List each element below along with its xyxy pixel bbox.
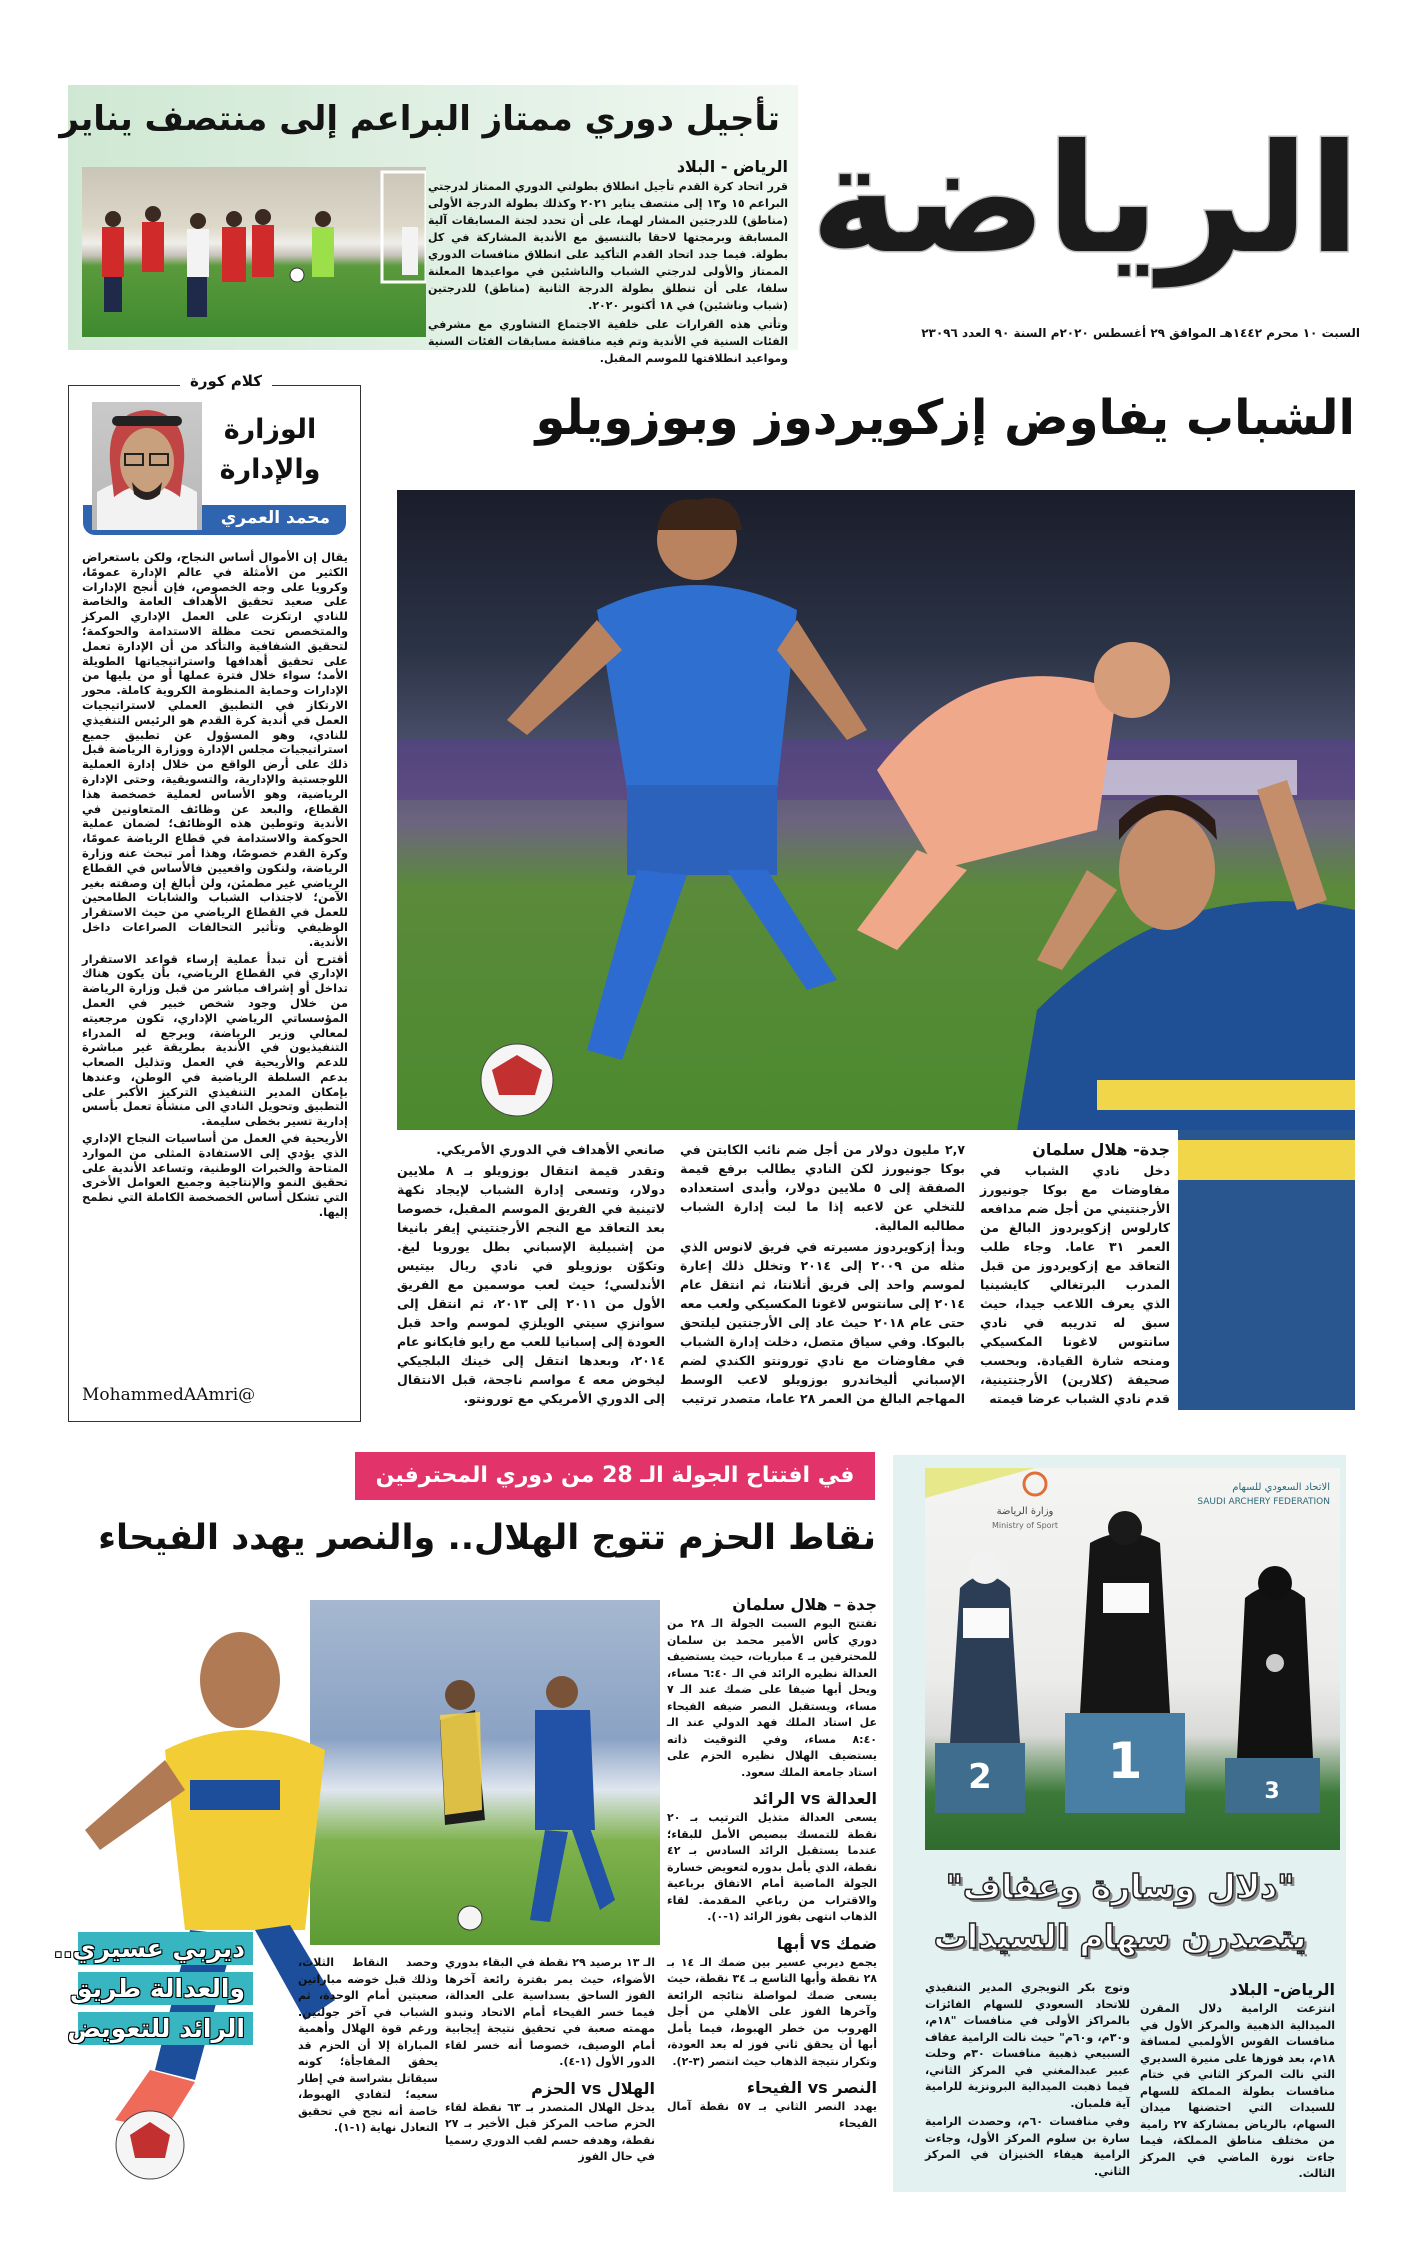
issue-dateline: السبت ١٠ محرم ١٤٤٢هـ الموافق ٢٩ أغسطس ٢٠٢٠م السنة ٩٠ العدد ٢٣٠٩٦ [921,326,1360,340]
paragraph: قرر اتحاد كرة القدم تأجيل انطلاق بطولتي الدوري الممتاز لدرجتي البراعم ١٥ و١٣ إلى منتصف يناير ٢٠٢١ وكذلك بطولة الدرجة الأولى (مناطق) للدرجتين المشار لهما، على أن تحدد لجنة المسابقات آلية المسابقة وبرمجتها لاحقا بالتنسيق مع الأندية المشاركة في كل بطولة. فيما جدد اتحاد القدم التأكيد على انطلاق منافسات الدوري الممتاز والأولى لدرجتي الشباب والناشئين في مواعيدها المعلنة سلفا، على أن تنطلق بطولة الدرجة الثانية (مناطق) للدرجتين (شباب وناشئين) في ١٨ أكتوبر ٢٠٢٠. [428,180,788,312]
headline-line: "دلال وسارة وعفاف" [945,1867,1295,1906]
callout-line: الرائد للتعويض [78,2012,253,2045]
league-match-photo [310,1600,660,1945]
match-heading: ضمك vs أبها [776,1933,877,1953]
podium-number: 3 [1264,1779,1280,1804]
column-body [82,550,348,1222]
paragraph: يجمع ديربي عسير بين ضمك الـ ١٤ بـ ٢٨ نقطة وأبها التاسع بـ ٣٤ نقطة، حيث يسعى ضمك لمواصلة نتائجه الرائعة وآخرها الفوز على الأهلي من أجل الهروب من خطر الهبوط، فيما يأمل أبها أن يحقق ثاني فوز له بعد العودة، وتكرار نتيجة الذهاب حيث انتصر (٣-٢). [667,1955,877,2068]
youth-football-photo [82,167,426,337]
paragraph: يسعى العدالة متذيل الترتيب بـ ٢٠ نقطة للتمسك ببصيص الأمل للبقاء؛ عندما يستقبل الرائد السادس بـ ٤٢ نقطة، الذي يأمل بدوره لتعويض خسارة الجولة الماضية أمام الاتفاق برباعية والاقتراب من رباعي المقدمة. لقاء الذهاب انتهى بفوز الرائد (١-٠). [667,1811,877,1923]
ministry-name-en: Ministry of Sport [991,1521,1059,1530]
ministry-name-ar: وزارة الرياضة [996,1506,1054,1517]
match-heading: النصر vs الفيحاء [746,2078,877,2097]
federation-name-en: SAUDI ARCHERY FEDERATION [1197,1497,1330,1507]
lead-story-column [980,1140,1170,1408]
lead-story-dateline: جدة- هلال سلمان [1032,1140,1170,1159]
lead-story-headline: الشباب يفاوض إزكويردوز وبوزويلو [535,390,1355,446]
match-heading: الهلال vs الحزم [531,2078,655,2098]
podium-illustration [925,1468,1340,1850]
author-photo [92,402,202,530]
paragraph: انتزعت الرامية دلال المقرن الميدالية الذهبية والمركز الأول في منافسات القوس الأولمبي لمسافة ١٨م، بعد فوزها على منيرة السديري التي نالت المركز الثاني في ختام منافسات بطولة المملكة للسهام للسيدات التي احتضنها ميدان السهام، بالرياض بمشاركة ٢٧ رامية من مختلف مناطق المملكة، فيما جاءت نورة الماضي في المركز الثالث. [1140,2002,1335,2180]
players-illustration [82,167,426,337]
federation-name-ar: الاتحاد السعودي للسهام [1232,1482,1330,1493]
archery-podium-photo [925,1468,1340,1850]
ministry-logo-icon [1024,1473,1046,1495]
paragraph: وبدأ إزكويردوز مسيرته في فريق لانوس الذي مثله من ٢٠٠٩ إلى ٢٠١٤ وتخلل ذلك إعارة لموسم واحد إلى فريق أتلانتا، ثم انتقل عام ٢٠١٤ إلى سانتوس لاغونا المكسيكي ولعب معه حتى عام ٢٠١٨ حيث عاد إلى الأرجنتين ليلتحق بالبوكا. وفي سياق متصل، دخلت إدارة الشباب في مفاوضات مع نادي تورونتو الكندي لضم الإسباني أليخاندرو بوزويلو لاعب الوسط المهاجم البالغ من العمر ٢٨ عاما، متصدر ترتيب [680,1239,965,1406]
lead-story-photo [397,490,1355,1130]
lead-story-column [397,1140,665,1410]
archery-story-headline [900,1862,1340,1962]
author-twitter-handle[interactable]: MohammedAAmri@ [82,1385,256,1405]
blue-kit [597,585,797,790]
newspaper-logo: الرياضة [810,113,1360,287]
football-action-illustration [397,490,1355,1130]
callout-line: والعدالة طريق [78,1972,253,2005]
paragraph: الـ ١٣ برصيد ٢٩ نقطة في البقاء بدوري الأضواء، حيث يمر بفترة رائعة آخرها الفوز الساحق بسداسية على العدالة، فيما خسر الفيحاء أمام الاتحاد وتبدو مهمته صعبة في تحقيق نتيجة إيجابية أمام الوصيف، خصوصا أنه خسر لقاء الدور الأول (١-٤). [445,1956,656,2068]
paragraph: دخل نادي الشباب في مفاوضات مع بوكا جونيورز الأرجنتيني من أجل ضم مدافعه كارلوس إزكويردوز البالغ من العمر ٣١ عاما. وجاء طلب التعاقد مع إزكويردوز من قبل المدرب البرتغالي كايشينيا الذي يعرف اللاعب جيدا، حيث سبق له تدريبه في نادي سانتوس لاغونا المكسيكي ومنحه شارة القيادة. وبحسب صحيفة (كلارين) الأرجنتينية، قدم نادي الشباب عرضا قيمته [980,1163,1170,1406]
paragraph: أقترح أن تبدأ عملية إرساء قواعد الاستقرار الإداري في القطاع الرياضي، بأن يكون هناك تداخل أو إشراف مباشر من قبل وزارة الرياضة من خلال وجود شخص خبير في العمل المؤسساتي الرياضي الإداري، تكون مرجعيته لمعالي وزير الرياضة، ويرجع له المدراء التنفيذيون في الأندية بطريقة غير مباشرة للدعم والأريحية في العمل وتذليل الصعاب بدعم السلطة الرياضية في الوطن، وعندها بإمكان المدير التنفيذي التركيز الأكبر على التطبيق وتحويل النادي الى منشأة تعمل بأسس إدارية تسير بخطى سليمة. [82,951,348,1129]
paragraph: الأريحية في العمل من أساسيات النجاح الإداري الذي يؤدي إلى الاستفادة المثلى من الموارد المتاحة والخبرات الوطنية، وتساعد الأندية على تحقيق النمو والإنتاجية وجميع العوامل الأخرى التي تشكل أساس الخصخصة الكاملة التي نطمح إليها. [82,1131,348,1220]
paragraph: وتقدر قيمة انتقال بوزويلو بـ ٨ ملايين دولار، وتسعى إدارة الشباب لإيجاد نكهة لاتينية في الفريق الموسم المقبل، خصوصا بعد التعاقد مع النجم الأرجنتيني إيفر بانيغا من إشبيلية الإسباني بطل يوروبا ليغ. وتكوّن بوزويلو في نادي ريال بيتيس الأندلسي؛ حيث لعب موسمين مع الفريق الأول من ٢٠١١ إلى ٢٠١٣، ثم انتقل إلى سوانزي سيتي الويلزي لموسم واحد قبل العودة إلى إسبانيا للعب مع رايو فايكانو عام ٢٠١٤، وبعدها انتقل إلى خينك البلجيكي ليخوض معه ٤ مواسم ناجحة، قبل الانتقال إلى الدوري الأمريكي مع تورونتو. [397,1163,665,1406]
league-story-column [667,1595,877,2132]
lead-photo-cutout [1178,1130,1355,1410]
top-story-headline: تأجيل دوري ممتاز البراعم إلى منتصف يناير [59,99,780,139]
archery-story-column [1140,1980,1335,2183]
hilal-players-illustration [310,1600,660,1945]
column-section-label: كلام كورة [180,372,272,390]
league-story-column [445,1955,655,2166]
league-story-kicker: في افتتاح الجولة الـ 28 من دوري المحترفين [355,1452,875,1500]
lead-story-column [680,1140,965,1410]
paragraph: يدخل الهلال المتصدر بـ ٦٣ نقطة لقاء الحزم صاحب المركز قبل الأخير بـ ٢٧ نقطة، وهدفه حسم لقب الدوري رسميا في حال الفوز [445,2100,655,2163]
paragraph: وتأتي هذه القرارات على خلفية الاجتماع التشاوري مع مشرفي الفئات السنية في الأندية وتم فيه مناقشة مسابقات الفئات السنية ومواعيد انطلاقتها للموسم المقبل. [428,318,788,365]
paragraph: وحصد النقاط الثلاث، وذلك قبل خوضه مباراتين صعبتين أمام الوحدة، ثم الشباب في آخر جولتين. ورغم قوة الهلال وأهمية المباراة إلا أن الحزم قد يحقق المفاجأة؛ كونه سيقاتل بشراسة في إطار سعيه؛ لتفادي الهبوط، خاصة أنه نجح في تحقيق التعادل نهاية (١-١). [298,1956,438,2134]
author-portrait [92,402,202,530]
paragraph: وتوج بكر التويجري المدير التنفيذي للاتحاد السعودي للسهام الفائزات بالمراكز الأولى في منافسات "١٨م، و٣٠م، و٦٠م" حيث نالت الرامية عفاف السبيعي ذهبية منافسات ٣٠م وحلت عبير عبدالمغني في المركز الثاني، فيما ذهبت الميدالية البرونزية للرامية آية فلمبان. [925,1981,1130,2110]
column-title-line: الوزارة [223,414,317,445]
column-title-line: والإدارة [219,454,321,485]
paragraph: يهدد النصر الثاني بـ ٥٧ نقطة آمال الفيحاء [667,2100,877,2130]
top-story-body [428,157,788,369]
callout-line: ديربي عسيري.. [78,1932,253,1965]
boca-shirt-illustration [1178,1130,1355,1410]
match-heading: العدالة vs الرائد [752,1789,877,1808]
top-story [59,85,798,365]
column-title [200,410,340,490]
paragraph: تفتتح اليوم السبت الجولة الـ ٢٨ من دوري كأس الأمير محمد بن سلمان للمحترفين بـ ٤ مباريات، حيث يستضيف العدالة نظيره الرائد في الـ ٦:٤٠ مساء، ويحل أبها ضيفا على ضمك عند الـ ٧ مساء، ويستقبل النصر ضيفه الفيحاء عل استاد الملك فهد الدولي عند الـ ٨:٤٠ مساء، وفي التوقيت ذاته يستضيف الهلال نظيره الحزم على استاد جامعة الملك سعود. [667,1617,877,1779]
league-callout [53,1932,253,2052]
archery-story-column [925,1980,1130,2182]
paragraph: يقال إن الأموال أساس النجاح، ولكن باستعراض الكثير من الأمثلة في عالم الإدارة عمومًا، وكرويا على وجه الخصوص، فإن أنجح الإدارات على صعيد تحقيق الأهداف العامة والخاصة للنادي ارتكزت على العمل الإداري المركز والمتخصص تحت مظلة الاستدامة والحوكمة؛ لتحقيق الشفافية والتأكد من أن الإدارة تعمل على تحقيق أهدافها واستراتيجياتها الطويلة الأمد؛ سواء خلال فترة عملها أو من يليها من الإدارات وحماية المنظومة الكروية كاملة. محور الارتكاز في التطبيق العملي لاستراتيجيات العمل في أندية كرة القدم هو الرئيس التنفيذي للنادي، وهو المسؤول عن تطبيق جميع استراتيجيات مجلس الإدارة ووزارة الرياضة قبل ذلك على أرض الواقع من خلال إدارة العملية اللوجستية والإدارية، والتسويقية، وحتى الإدارة الرياضية، وهو الأساس لعملية خصخصة هذا القطاع، والبعد عن وظائف المتعاونين في الأندية وتوطين هذه الوظائف؛ لضمان عملية الحوكمة والاستدامة في قطاع الرياضة عمومًا، وكرة القدم خصوصًا، وهذا أمر تبحث عنه وزارة الرياضة، ولنكون واقعيين فالأساس في القطاع الرياضي غير مطمئن، ولن أبالغ إن وصفته بغير الآمن؛ لاجتذاب الشباب والشابات الطامحين للعمل في القطاع الرياضي من حيث الاستقرار الوظيفي وتأثير التحالفات الصراعات داخل الأندية. [82,550,348,949]
podium-number: 1 [1107,1732,1143,1790]
headline-line: يتصدرن سهام السيدات [933,1917,1307,1956]
paragraph: صانعي الأهداف في الدوري الأمريكي. [436,1142,665,1157]
league-story-dateline: جدة – هلال سلمان [732,1595,877,1614]
paragraph: وفي منافسات ٦٠م، وحصدت الرامية سارة بن سلوم المركز الأول، وجاءت الرامية هيفاء الخنيزان في المركز الثاني. [925,2115,1130,2178]
top-story-dateline: الرياض - البلاد [676,157,788,176]
author-name: محمد العمري [220,508,330,528]
archery-story-dateline: الرياض- البلاد [1229,1980,1335,1999]
league-story-headline: نقاط الحزم تتوج الهلال.. والنصر يهدد الفيحاء [98,1518,876,1558]
paragraph: ٢,٧ مليون دولار من أجل ضم نائب الكابتن في بوكا جونيورز لكن النادي يطالب برفع قيمة الصفقة إلى ٥ ملايين دولار، وأبدى استعداده للتخلي عن لاعبه إذا ما لبت إدارة الشباب مطالبه المالية. [680,1142,965,1233]
podium-number: 2 [968,1757,992,1797]
